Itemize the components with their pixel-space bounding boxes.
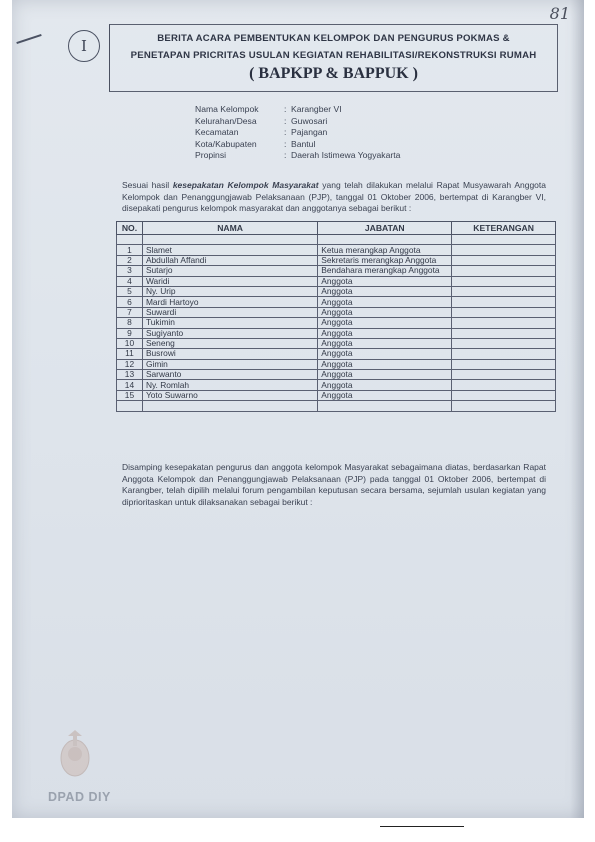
cell-no: 6 — [117, 297, 143, 307]
members-table — [116, 221, 556, 412]
header-title-line2: PENETAPAN PRICRITAS USULAN KEGIATAN REHABILITASI/REKONSTRUKSI RUMAH — [130, 50, 537, 61]
table-row — [117, 349, 556, 359]
cell-jabatan: Sekretaris merangkap Anggota — [318, 255, 452, 265]
cell-jabatan: Anggota — [318, 349, 452, 359]
cell-keterangan — [452, 349, 556, 359]
closing-paragraph: Disamping kesepakatan pengurus dan anggota kelompok Masyarakat sebagaimana diatas, berdasarkan Rapat Anggota Kelompok dan Penanggungjawab Pelaksanaan (PJP) pada tanggal 01 Oktober 2006, bertempat di Karangber, telah dipilih melalui forum pengambilan keputusan secara bersama, sejumlah usulan kegiatan yang diprioritaskan untuk dilaksanakan sebagai berikut : — [122, 462, 546, 507]
info-label: Propinsi — [195, 150, 227, 161]
header-title-line1: BERITA ACARA PEMBENTUKAN KELOMPOK DAN PENGURUS POKMAS & — [157, 33, 510, 44]
table-row — [117, 297, 556, 307]
intro-emphasis: kesepakatan Kelompok Masyarakat — [172, 180, 319, 190]
table-spacer-row — [117, 401, 556, 411]
table-row — [117, 390, 556, 400]
page-number: 81 — [549, 4, 570, 23]
table-header-row — [117, 222, 556, 235]
cell-jabatan: Anggota — [318, 338, 452, 348]
cell-nama: Ny. Urip — [142, 286, 317, 296]
intro-rest: yang telah dilakukan melalui Rapat Musyawarah Anggota Kelompok dan Penanggungjawab Pelaksanaan (PJP), tanggal 01 Oktober 2006, bertempat di Karangber VI, disepakati pengurus kelompok masyarakat dan anggotanya sebagai berikut : — [122, 180, 546, 213]
cell-no: 10 — [117, 338, 143, 348]
cell-jabatan: Anggota — [318, 307, 452, 317]
table-row — [117, 328, 556, 338]
cell-keterangan — [452, 266, 556, 276]
margin-mark — [16, 34, 41, 44]
cell-jabatan: Bendahara merangkap Anggota — [318, 266, 452, 276]
info-colon: : — [284, 104, 287, 114]
column-header-nama: NAMA — [142, 222, 317, 235]
cell-keterangan — [452, 359, 556, 369]
section-number-circle: I — [68, 30, 100, 62]
intro-lead: Sesuai hasil — [122, 180, 173, 190]
info-colon: : — [284, 138, 287, 149]
cell-keterangan — [452, 276, 556, 286]
cell-nama: Sugiyanto — [142, 328, 317, 338]
document-header — [109, 24, 558, 92]
cell-nama: Suwardi — [142, 307, 317, 317]
info-label: Kecamatan — [195, 127, 239, 138]
table-row — [117, 266, 556, 276]
cell-nama: Sarwanto — [142, 370, 317, 380]
cell-nama: Abdullah Affandi — [142, 255, 317, 265]
info-colon: : — [284, 150, 287, 161]
cell-jabatan: Anggota — [318, 328, 452, 338]
column-header-jabatan: JABATAN — [318, 222, 452, 235]
cell-nama: Waridi — [142, 276, 317, 286]
cell-no: 7 — [117, 307, 143, 317]
cell-nama: Ny. Romlah — [142, 380, 317, 390]
column-header-no: NO. — [117, 222, 143, 235]
cell-keterangan — [452, 370, 556, 380]
cell-jabatan: Anggota — [318, 359, 452, 369]
table-row — [117, 370, 556, 380]
cell-jabatan: Anggota — [318, 276, 452, 286]
table-row — [117, 307, 556, 317]
document-sheet — [12, 0, 584, 818]
info-colon: : — [284, 127, 287, 138]
cell-nama: Seneng — [142, 338, 317, 348]
info-label: Nama Kelompok — [195, 104, 259, 114]
table-row — [117, 245, 556, 255]
cell-nama: Slamet — [142, 245, 317, 255]
table-row — [117, 359, 556, 369]
info-label: Kota/Kabupaten — [195, 138, 257, 149]
table-spacer-row — [117, 235, 556, 245]
cell-no: 2 — [117, 255, 143, 265]
intro-paragraph — [122, 180, 546, 215]
info-value: Bantul — [291, 138, 316, 149]
table-row — [117, 276, 556, 286]
watermark: DPAD DIY — [48, 790, 111, 804]
cell-no: 14 — [117, 380, 143, 390]
cell-jabatan: Anggota — [318, 380, 452, 390]
info-label: Kelurahan/Desa — [195, 115, 257, 126]
cell-no: 15 — [117, 390, 143, 400]
cell-nama: Yoto Suwarno — [142, 390, 317, 400]
info-value: Pajangan — [291, 127, 328, 138]
cell-jabatan: Anggota — [318, 370, 452, 380]
table-row — [117, 318, 556, 328]
cell-keterangan — [452, 245, 556, 255]
cell-jabatan: Anggota — [318, 297, 452, 307]
cell-no: 8 — [117, 318, 143, 328]
cell-no: 5 — [117, 286, 143, 296]
cell-keterangan — [452, 328, 556, 338]
table-row — [117, 338, 556, 348]
cell-no: 1 — [117, 245, 143, 255]
cell-nama: Busrowi — [142, 349, 317, 359]
cell-no: 4 — [117, 276, 143, 286]
cell-jabatan: Anggota — [318, 286, 452, 296]
cell-no: 3 — [117, 266, 143, 276]
cell-nama: Tukimin — [142, 318, 317, 328]
table-row — [117, 380, 556, 390]
footer-line — [380, 826, 464, 827]
info-value: Daerah Istimewa Yogyakarta — [291, 150, 401, 161]
cell-keterangan — [452, 318, 556, 328]
cell-keterangan — [452, 380, 556, 390]
cell-no: 9 — [117, 328, 143, 338]
info-value: Guwosari — [291, 115, 328, 126]
column-header-keterangan: KETERANGAN — [452, 222, 556, 235]
header-title-abbreviation: ( BAPKPP & BAPPUK ) — [249, 65, 418, 82]
table-row — [117, 286, 556, 296]
cell-no: 13 — [117, 370, 143, 380]
cell-keterangan — [452, 286, 556, 296]
cell-nama: Sutarjo — [142, 266, 317, 276]
cell-nama: Mardi Hartoyo — [142, 297, 317, 307]
page-edge-shadow — [570, 0, 584, 818]
cell-keterangan — [452, 297, 556, 307]
cell-nama: Gimin — [142, 359, 317, 369]
cell-keterangan — [452, 390, 556, 400]
info-value: Karangber VI — [291, 104, 342, 114]
cell-no: 12 — [117, 359, 143, 369]
cell-jabatan: Ketua merangkap Anggota — [318, 245, 452, 255]
cell-keterangan — [452, 307, 556, 317]
cell-keterangan — [452, 255, 556, 265]
cell-keterangan — [452, 338, 556, 348]
info-colon: : — [284, 115, 287, 126]
table-row — [117, 255, 556, 265]
cell-jabatan: Anggota — [318, 390, 452, 400]
cell-no: 11 — [117, 349, 143, 359]
dpad-emblem-icon — [58, 728, 92, 780]
cell-jabatan: Anggota — [318, 318, 452, 328]
